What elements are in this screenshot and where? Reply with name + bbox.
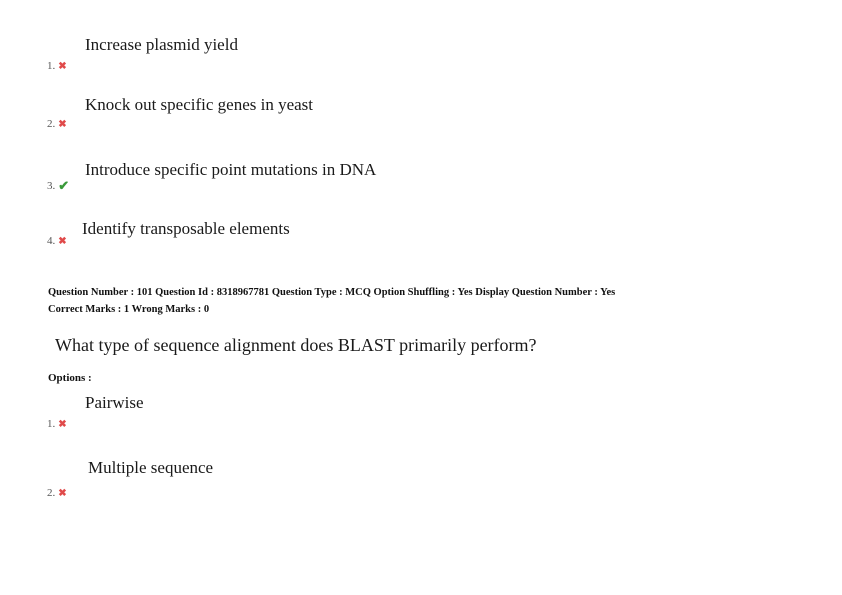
option-number-label: 3. bbox=[47, 180, 56, 192]
option-number-label: 1. bbox=[47, 60, 56, 72]
option-text: Knock out specific genes in yeast bbox=[85, 95, 314, 114]
option-text: Increase plasmid yield bbox=[85, 35, 238, 54]
option-text: Pairwise bbox=[85, 393, 144, 412]
option-number bbox=[47, 418, 67, 430]
option-number-label: 2. bbox=[47, 118, 56, 130]
wrong-mark-icon: ✖ bbox=[58, 118, 67, 130]
option-number bbox=[47, 487, 67, 499]
wrong-mark-icon: ✖ bbox=[58, 60, 67, 72]
option-number-label: 1. bbox=[47, 418, 56, 430]
option-number-label: 4. bbox=[47, 235, 56, 247]
options-label: Options : bbox=[48, 372, 92, 384]
option-number bbox=[47, 235, 67, 247]
option-text: Identify transposable elements bbox=[82, 219, 290, 238]
option-number bbox=[47, 178, 69, 194]
wrong-mark-icon: ✖ bbox=[58, 418, 67, 430]
wrong-mark-icon: ✖ bbox=[58, 487, 67, 499]
wrong-mark-icon: ✖ bbox=[58, 235, 67, 247]
option-text: Multiple sequence bbox=[88, 458, 214, 477]
option-number bbox=[47, 118, 67, 130]
correct-check-icon: ✔ bbox=[58, 178, 70, 193]
option-number-label: 2. bbox=[47, 487, 56, 499]
question-meta: Question Number : 101 Question Id : 8318967781 Question Type : MCQ Option Shuffling : Yes Display Question Number : Yes bbox=[48, 287, 616, 298]
option-number bbox=[47, 60, 67, 72]
option-text: Introduce specific point mutations in DNA bbox=[85, 160, 377, 179]
marks-meta: Correct Marks : 1 Wrong Marks : 0 bbox=[48, 304, 210, 315]
question-text: What type of sequence alignment does BLAST primarily perform? bbox=[55, 335, 537, 355]
